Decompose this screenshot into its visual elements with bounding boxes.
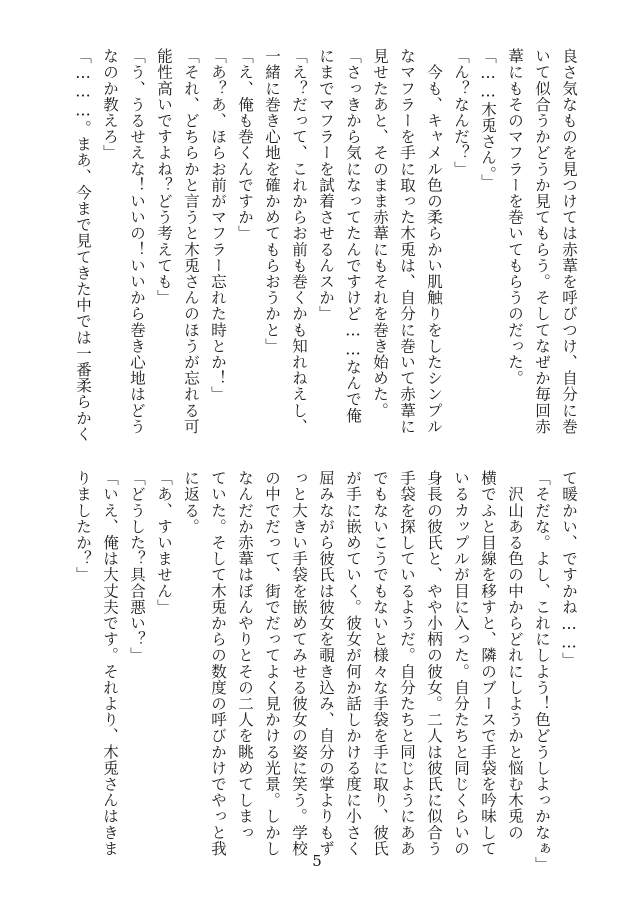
text-line: 葦にもそのマフラーを巻いてもらうのだった。 bbox=[506, 48, 524, 387]
text-line: て暖かい、ですかね……」 bbox=[560, 470, 578, 669]
text-line: 「どうした？具合悪い？」 bbox=[128, 470, 146, 664]
text-line: 「いえ、俺は大丈夫です。それより、木兎さんはきま bbox=[101, 470, 119, 857]
text-line: いるカップルが目に入った。自分たちと同じくらいの bbox=[452, 470, 470, 857]
text-line: に返る。 bbox=[182, 470, 200, 535]
text-line: 「それ、どちらかと言うと木兎さんのほうが忘れる可 bbox=[182, 48, 200, 435]
text-line: なのか教えろ」 bbox=[101, 48, 119, 161]
text-line: 「あ、すいません」 bbox=[155, 470, 173, 615]
text-line: 沢山ある色の中からどれにしようかと悩む木兎の bbox=[506, 470, 524, 841]
text-block-top bbox=[62, 48, 582, 440]
text-line: 「……木兎さん。」 bbox=[479, 48, 497, 191]
text-line: でもないこうでもないと様々な手袋を手に取り、彼氏 bbox=[371, 470, 389, 857]
text-line: 「そだな。よし、これにしよう！色どうしよっかなぁ」 bbox=[533, 470, 551, 873]
text-line: 「え、俺も巻くんですか」 bbox=[236, 48, 254, 242]
text-line: 「さっきから気になってたんですけど……なんで俺 bbox=[344, 48, 362, 424]
text-line: 「ん？なんだ？」 bbox=[452, 48, 470, 177]
text-line: りましたか？」 bbox=[74, 470, 92, 583]
text-line: 「う、うるせえな！いいの！いいから巻き心地はどう bbox=[128, 48, 146, 435]
text-line: 屈みながら彼氏は彼女を覗き込み、自分の掌よりもず bbox=[317, 470, 335, 857]
text-line: 手袋を探しているようだ。自分たちと同じようにああ bbox=[398, 470, 416, 857]
text-line: 「え？だって、これからお前も巻くかも知れねえし、 bbox=[290, 48, 308, 435]
text-line: にまでマフラーを試着させるんスか」 bbox=[317, 48, 335, 322]
text-line: が手に嵌めていく。彼女が何か話しかける度に小さく bbox=[344, 470, 362, 857]
text-line: の中でだって、街でだってよく見かける光景。しかし bbox=[263, 470, 281, 857]
text-line: いて似合うかどうか見てもらう。そしてなぜか毎回赤 bbox=[533, 48, 551, 435]
page-number: 5 bbox=[312, 852, 322, 870]
text-line: 一緒に巻き心地を確かめてもらおうかと」 bbox=[263, 48, 281, 354]
text-line: 見せたあと、そのまま赤葦にもそれを巻き始めた。 bbox=[371, 48, 389, 419]
text-line: 今も、キャメル色の柔らかい肌触りをしたシンプル bbox=[425, 48, 443, 435]
text-line: なんだか赤葦はぼんやりとその二人を眺めてしまっ bbox=[236, 470, 254, 841]
text-line: 「………。まあ、今まで見てきた中では一番柔らかく bbox=[74, 48, 92, 442]
text-line: ていた。そして木兎からの数度の呼びかけでやっと我 bbox=[209, 470, 227, 857]
text-line: なマフラーを手に取った木兎は、自分に巻いて赤葦に bbox=[398, 48, 416, 435]
text-line: 良さ気なものを見つけては赤葦を呼びつけ、自分に巻 bbox=[560, 48, 578, 435]
text-line: 横でふと目線を移すと、隣のブースで手袋を吟味して bbox=[479, 470, 497, 857]
text-line: っと大きい手袋を嵌めてみせる彼女の姿に笑う。学校 bbox=[290, 470, 308, 857]
text-line: 身長の彼氏と、やや小柄の彼女。二人は彼氏に似合う bbox=[425, 470, 443, 857]
text-block-bottom bbox=[74, 470, 582, 873]
text-line: 「あ？あ、ほらお前がマフラー忘れた時とか！」 bbox=[209, 48, 227, 403]
text-line: 能性高いですよね？どう考えても」 bbox=[155, 48, 173, 306]
